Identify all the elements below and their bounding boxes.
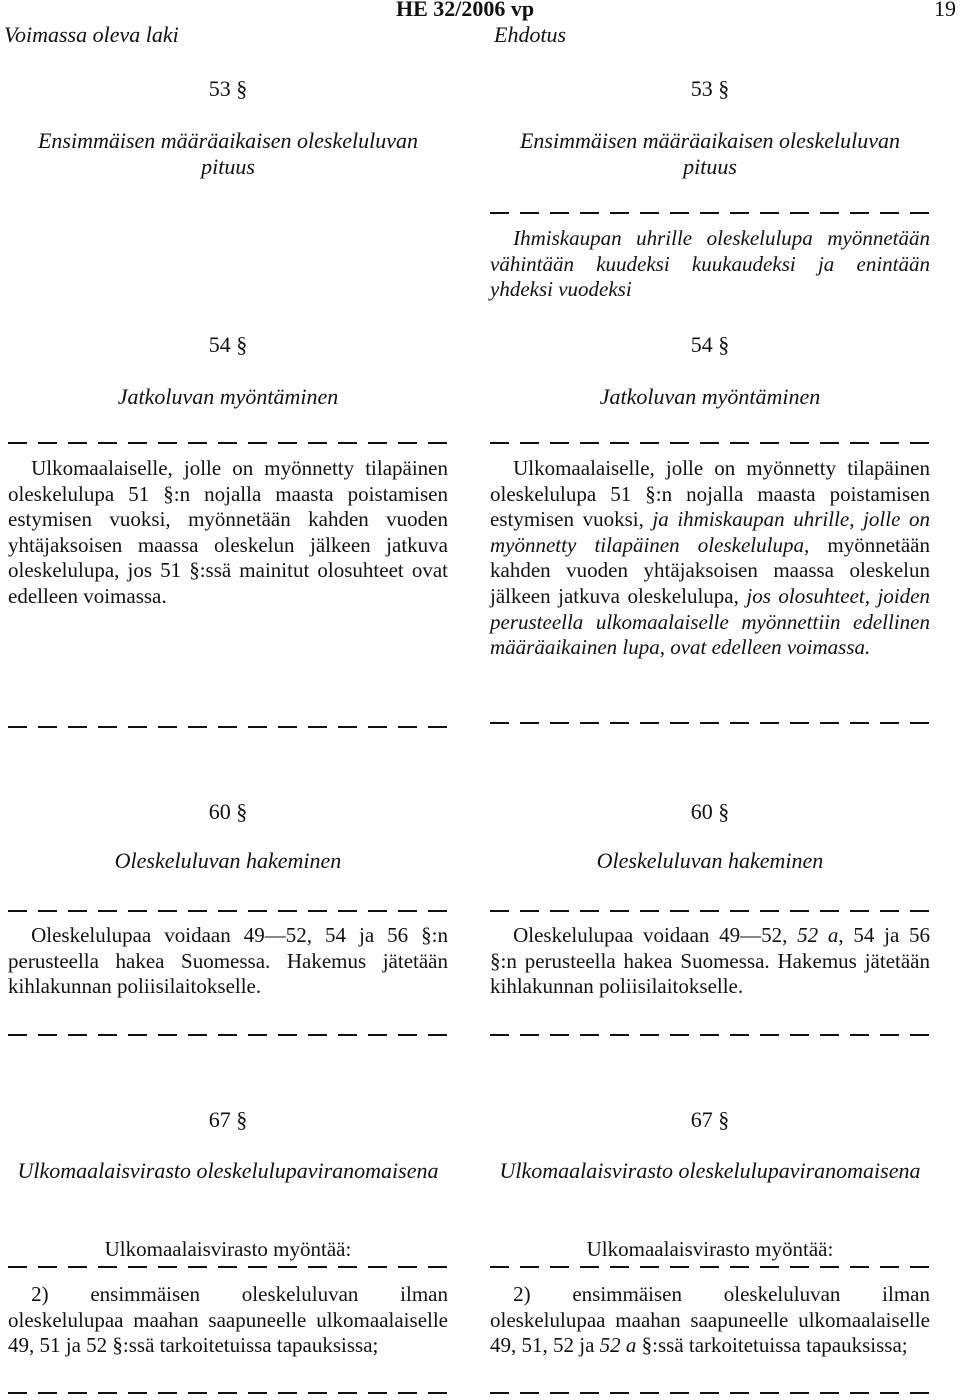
- section-title: Jatkoluvan myöntäminen: [599, 384, 821, 409]
- section-number: 53 §: [690, 76, 730, 101]
- section-paragraph: 2) ensimmäisen oleskeluluvan ilman oleskelulupaa maahan saapuneelle ulkomaalaiselle 49, 51 ja 52 §:ssä tarkoitetuissa tapauksissa;: [8, 1282, 448, 1358]
- omission-dashes: [490, 1392, 930, 1394]
- section-paragraph: Ulkomaalaiselle, jolle on myönnetty tilapäinen oleskelulupa 51 §:n nojalla maasta poistamisen estymisen vuoksi, myönnetään kahden vuoden yhtäjaksoisen maassa oleskelun jälkeen jatkuva oleskelulupa, jos 51 §:ssä mainitut olosuhteet ovat edelleen voimassa.: [8, 456, 448, 608]
- omission-dashes: [8, 726, 448, 728]
- omission-dashes: [490, 442, 930, 444]
- section-paragraph: 2) ensimmäisen oleskeluluvan ilman oleskelulupaa maahan saapuneelle ulkomaalaiselle 49, 51, 52 ja 52 a §:ssä tarkoitetuissa tapauksissa;: [490, 1282, 930, 1358]
- page-number: 19: [934, 0, 956, 21]
- section-number: 67 §: [208, 1107, 248, 1132]
- section-number: 60 §: [208, 799, 248, 824]
- section-title: Oleskeluluvan hakeminen: [114, 848, 342, 873]
- section-paragraph: Oleskelulupaa voidaan 49—52, 54 ja 56 §:n perusteella hakea Suomessa. Hakemus jätetään kihlakunnan poliisilaitokselle.: [8, 923, 448, 999]
- section-number: 53 §: [208, 76, 248, 101]
- section-paragraph: Ihmiskaupan uhrille oleskelulupa myönnetään vähintään kuudeksi kuukaudeksi ja enintään yhdeksi vuodeksi: [490, 226, 930, 302]
- section-title: Oleskeluluvan hakeminen: [596, 848, 824, 873]
- section-title: Jatkoluvan myöntäminen: [117, 384, 339, 409]
- omission-dashes: [8, 1034, 448, 1036]
- section-number: 67 §: [690, 1107, 730, 1132]
- omission-dashes: [490, 1034, 930, 1036]
- section-title: Ensimmäisen määräaikaisen oleskeluluvan pituus: [519, 128, 901, 179]
- section-title: Ulkomaalaisvirasto oleskelulupaviranomaisena: [17, 1158, 439, 1183]
- section-paragraph: Ulkomaalaiselle, jolle on myönnetty tilapäinen oleskelulupa 51 §:n nojalla maasta poistamisen estymisen vuoksi, ja ihmiskaupan uhrille, jolle on myönnetty tilapäinen oleskelulupa, myönnetään kahden vuoden yhtäjaksoisen maassa oleskelun jälkeen jatkuva oleskelulupa, jos olosuhteet, joiden perusteella ulkomaalaiselle myönnettiin edellinen määräaikainen lupa, ovat edelleen voimassa.: [490, 456, 930, 660]
- omission-dashes: [490, 212, 930, 214]
- document-id: HE 32/2006 vp: [396, 0, 535, 21]
- omission-dashes: [490, 722, 930, 724]
- omission-dashes: [8, 442, 448, 444]
- header-left-label: Voimassa oleva laki: [4, 22, 179, 47]
- section-number: 60 §: [690, 799, 730, 824]
- section-number: 54 §: [690, 332, 730, 357]
- section-title: Ensimmäisen määräaikaisen oleskeluluvan pituus: [37, 128, 419, 179]
- header-right-label: Ehdotus: [494, 22, 567, 47]
- section-title: Ulkomaalaisvirasto oleskelulupaviranomaisena: [499, 1158, 921, 1183]
- section-number: 54 §: [208, 332, 248, 357]
- section-intro: Ulkomaalaisvirasto myöntää:: [104, 1237, 352, 1261]
- section-intro: Ulkomaalaisvirasto myöntää:: [586, 1237, 834, 1261]
- omission-dashes: [8, 1392, 448, 1394]
- omission-dashes: [8, 1266, 448, 1268]
- omission-dashes: [8, 910, 448, 912]
- section-paragraph: Oleskelulupaa voidaan 49—52, 52 a, 54 ja 56 §:n perusteella hakea Suomessa. Hakemus jätetään kihlakunnan poliisilaitokselle.: [490, 923, 930, 999]
- omission-dashes: [490, 1266, 930, 1268]
- omission-dashes: [490, 910, 930, 912]
